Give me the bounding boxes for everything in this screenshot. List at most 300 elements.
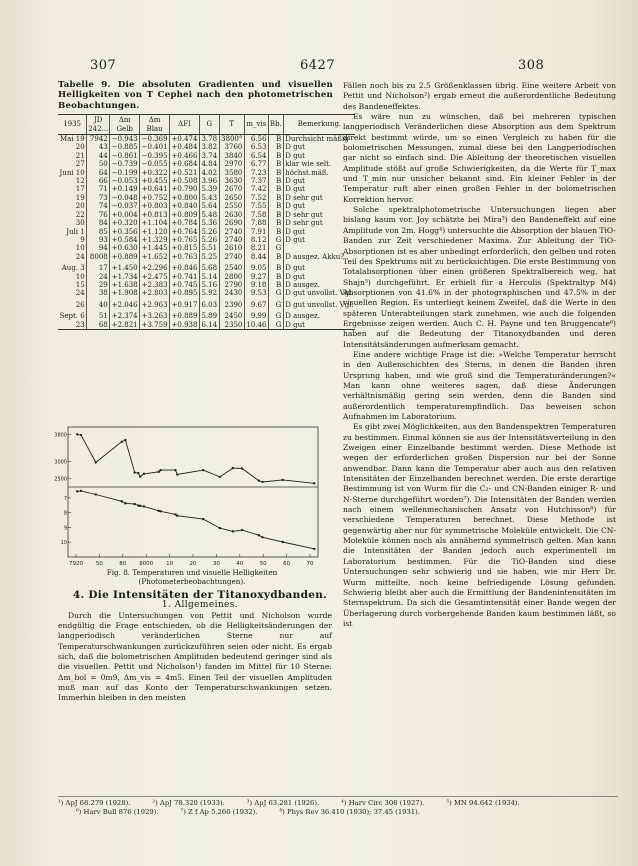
temperature-point — [133, 471, 135, 473]
table-row — [58, 143, 355, 151]
table-cell: B — [268, 143, 283, 151]
table-cell: 7.58 — [244, 211, 268, 219]
temperature-point — [313, 482, 315, 484]
table-cell: 5.48 — [201, 210, 218, 219]
temperature-point — [261, 481, 263, 483]
table-cell: 5.14 — [201, 272, 218, 281]
table-cell: −0.861 — [111, 151, 138, 160]
table-body — [58, 135, 355, 330]
table-cell: 9.18 — [244, 281, 268, 289]
right-paragraph-1: Fällen noch bis zu 2.5 Größenklassen übrig. Eine weitere Arbeit von Pettit und Nicholson²) ergab erneut die außerordentliche Bedeutung des Bandeneffektes. — [343, 81, 616, 111]
table-cell: −0.395 — [141, 151, 168, 160]
table-cell: 5.26 — [201, 227, 218, 236]
table-header-cell: ΔFI — [170, 115, 200, 135]
table-cell: 24 — [87, 273, 110, 281]
table-cell: 20 — [58, 143, 87, 151]
left-page-number: 307 — [90, 58, 117, 73]
table-cell: 3760 — [219, 143, 244, 151]
table-cell: +0.765 — [171, 235, 198, 244]
table-cell: 5.16 — [201, 280, 218, 289]
table-cell: +0.521 — [171, 168, 198, 177]
table-cell: B — [268, 185, 283, 193]
x-tick-label: 60 — [283, 561, 291, 567]
table-cell: −0.037 — [111, 202, 138, 211]
table-cell: 9 — [58, 236, 87, 244]
table-cell: 2740 — [219, 236, 244, 244]
table-cell: 5.25 — [201, 252, 218, 261]
table-cell: 2430 — [219, 289, 244, 297]
table-cell: 5.89 — [199, 309, 219, 320]
table-header-cell: JD 242... — [88, 116, 109, 133]
table-cell: +2.046 — [110, 298, 140, 309]
table-cell: 23 — [58, 321, 87, 330]
table-cell: 5.39 — [201, 185, 218, 194]
table-cell: 76 — [87, 211, 110, 219]
table-header-cell: m_vis — [244, 115, 268, 135]
table-cell: D gut — [285, 235, 305, 244]
table-cell: B — [268, 194, 283, 202]
y-tick-label-temperature: 3800 — [54, 432, 67, 439]
table-cell: 84 — [87, 219, 110, 227]
table-cell: 3840 — [219, 152, 244, 160]
table-cell: 10 — [58, 244, 87, 252]
table-row — [58, 169, 355, 177]
x-tick-label: 8000 — [139, 561, 154, 567]
left-column-top — [58, 80, 354, 330]
x-tick-label: 10 — [166, 561, 174, 567]
table-cell: 2790 — [219, 281, 244, 289]
table-cell: 6.14 — [201, 320, 218, 329]
table-cell: 2610 — [219, 244, 244, 252]
table-cell: +0.895 — [171, 289, 198, 298]
table-cell: −0.053 — [111, 177, 138, 186]
table-cell: −0.369 — [141, 135, 168, 144]
table-cell: 4.02 — [201, 168, 218, 177]
table-row — [58, 281, 355, 289]
table-cell: 4.84 — [201, 160, 218, 169]
temperature-point — [174, 469, 176, 471]
table-cell: +0.840 — [171, 202, 198, 211]
table-cell: +2.296 — [140, 261, 170, 272]
table-cell: 3.74 — [201, 151, 218, 160]
right-paragraph-2: Es wäre nun zu wünschen, daß bei mehreren typischen langperiodisch Veränderlichen diese Absorption aus dem Spektrum direkt bestimmt würde, um so einen Vergleich zu haben für die bolometrischen Messungen, zumal diese bei den Langperiodischen gar nicht so einfach sind. Die Ableitung der theoretischen visuellen Amplitude stößt auf große Schwierigkeiten, da die Werte für T_max und T_min nur unsicher bekannt sind. Ein kleiner Fehler in der Temperatur ruft aber einen großen Fehler in der bolometrischen Korrektion hervor. — [343, 112, 616, 204]
table-cell: +1.120 — [141, 227, 168, 236]
table-cell: +0.684 — [171, 160, 198, 169]
table-cell: +0.790 — [171, 185, 198, 194]
table-cell: 73 — [87, 194, 110, 202]
table-cell: −0.401 — [141, 143, 168, 152]
table-row — [58, 185, 355, 193]
table-cell: 24 — [58, 253, 87, 261]
table-cell: D ausgez. — [285, 280, 320, 289]
magnitude-point — [159, 510, 161, 512]
table-title: Tabelle 9. Die absoluten Gradienten und visuellen Helligkeiten von T Cephei nach den photometrischen Beobachtungen. — [58, 80, 333, 111]
table-cell: 2350 — [219, 321, 244, 330]
table-cell: 15 — [58, 281, 87, 289]
table-cell: Juli 1 — [58, 228, 87, 236]
table-cell: 94 — [87, 244, 110, 252]
table-cell: 27 — [58, 160, 87, 168]
temperature-point — [258, 479, 260, 481]
magnitude-point — [139, 505, 141, 507]
temperature-point — [159, 469, 161, 471]
table-cell: −0.055 — [141, 160, 168, 169]
table-cell: 19 — [58, 194, 87, 202]
footnote: ¹) ApJ 68.279 (1928). — [58, 799, 131, 807]
x-tick-label: 30 — [212, 561, 220, 567]
table-cell: B — [268, 219, 283, 227]
table-cell: D gut — [285, 177, 305, 186]
footnote: ⁶) Harv Bull 876 (1929). — [76, 808, 159, 816]
table-row — [58, 298, 355, 309]
figure-caption — [56, 568, 328, 586]
table-cell: 17 — [87, 261, 110, 272]
table-cell: B — [268, 152, 283, 160]
table-cell: +0.784 — [171, 219, 198, 228]
temperature-point — [282, 479, 284, 481]
table-row — [58, 219, 355, 227]
table-cell: 2800 — [219, 273, 244, 281]
table-cell: +3.759 — [141, 320, 168, 329]
table-header-cell: Δm Blau — [140, 115, 170, 135]
table-cell: G — [268, 244, 283, 252]
table-cell: +0.149 — [111, 185, 138, 194]
table-cell: 2670 — [219, 185, 244, 193]
table-cell: 7.88 — [244, 219, 268, 227]
x-tick-label: 20 — [189, 561, 197, 567]
table-row — [58, 309, 355, 320]
table-cell: +2.475 — [141, 272, 168, 281]
table-cell: +0.764 — [171, 227, 198, 236]
temperature-point — [219, 476, 221, 478]
x-tick-label: 40 — [236, 561, 244, 567]
table-cell: 5.51 — [201, 244, 218, 253]
table-cell: +0.741 — [171, 272, 198, 281]
magnitude-point — [313, 548, 315, 550]
table-cell: +0.322 — [141, 168, 168, 177]
magnitude-point — [241, 529, 243, 531]
table-cell: +0.474 — [171, 135, 198, 144]
table-cell: 24 — [58, 289, 87, 297]
table-cell: 5.64 — [201, 202, 218, 211]
table-cell: 7.37 — [244, 177, 268, 185]
table-cell: 9.27 — [244, 273, 268, 281]
table-header-row — [58, 115, 355, 135]
x-tick-label: 80 — [119, 561, 127, 567]
footnote: ⁵) MN 94.642 (1934). — [446, 799, 520, 807]
table-cell: Sept. 6 — [58, 309, 87, 320]
magnitude-point — [80, 490, 82, 492]
table-cell: B — [268, 202, 283, 210]
table-cell: D gut unvollst. Vgl. — [285, 289, 354, 298]
table-cell: D ausgez. — [285, 312, 320, 321]
table-cell: 5.26 — [201, 235, 218, 244]
table-cell: +0.800 — [171, 193, 198, 202]
table-cell: +0.584 — [111, 235, 138, 244]
figure-8-chart — [56, 421, 328, 567]
temperature-point — [143, 473, 145, 475]
table-cell: B — [268, 273, 283, 281]
table-cell: 7.55 — [244, 202, 268, 210]
table-cell: 40 — [87, 298, 110, 309]
table-cell: +0.455 — [141, 177, 168, 186]
table-cell: +2.963 — [140, 298, 170, 309]
x-tick-label: 50 — [95, 561, 103, 567]
table-row — [58, 289, 355, 297]
table-row — [58, 194, 355, 202]
table-cell: 64 — [87, 169, 110, 177]
table-cell: G — [268, 289, 283, 297]
table-cell: +3.263 — [140, 309, 170, 320]
table-row — [58, 160, 355, 168]
table-header-cell: Bemerkung. — [283, 115, 355, 135]
footnote-row-2 — [58, 808, 618, 817]
table-cell: +0.917 — [170, 298, 200, 309]
table-cell: +0.763 — [171, 252, 198, 261]
table-cell: −0.885 — [111, 143, 138, 152]
table-cell: +2.374 — [110, 309, 140, 320]
table-cell: 29 — [87, 281, 110, 289]
table-cell: höchst.mäß. — [285, 168, 329, 177]
magnitude-point — [282, 541, 284, 543]
table-cell: 7.23 — [244, 169, 268, 177]
table-cell: 8.12 — [244, 236, 268, 244]
table-cell: +2.803 — [141, 289, 168, 298]
table-cell: 7.91 — [244, 228, 268, 236]
table-cell: Mai 19 — [59, 135, 85, 144]
y-tick-label-magnitude: 7 — [63, 495, 67, 502]
table-cell: +0.466 — [171, 151, 198, 160]
right-paragraph-5: Es gibt zwei Möglichkeiten, aus den Bandenspektren Temperaturen zu bestimmen. Einmal können sie aus der Intensitätsverteilung in den Zweigen einer Einzelbande bestimmt werden. Diese Methode ist wegen der erforderlichen großen Dispersion nur bei der Sonne anwendbar. Dann kann die Temperatur aber auch aus den relativen Intensitäten der Einzelbanden berechnet werden. Die erste derartige Bestimmung ist von Wurm für die C₂- und CN-Banden einiger R- und N-Sterne durchgeführt worden⁷). Die Intensitäten der Banden werden nach einem wellenmechanischen Ansatz von Hutchisson⁸) für verschiedene Temperaturen berechnet. Diese Methode ist gegenwärtig aber nur für symmetrische Moleküle entwickelt. Die CN-Moleküle können noch als annähernd symmetrisch gelten. Man kann die Intensitäten der Banden jedoch auch experimentell im Laboratorium bestimmen. Für die TiO-Banden sind diese Untersuchungen sehr schwierig und sie haben, wie mir Herr Dr. Wurm mitteilte, noch keine befriedigende Lösung gefunden. Schwierig bleibt aber auch die Ermittlung der Bandenintensitäten im Sternspektrum. Da sich die Gesamtintensität einer Bande wegen der Überlagerung durch vorhergehende Banden kaum bestimmen läßt, so ist — [343, 422, 616, 628]
table-cell: 21 — [58, 152, 87, 160]
right-page-number: 308 — [518, 58, 545, 73]
table-cell: Durchsicht mäßig — [285, 135, 349, 144]
table-cell: +2.821 — [111, 320, 138, 329]
table-cell: 74 — [87, 202, 110, 210]
y-tick-label-temperature: 2500 — [54, 476, 67, 483]
table-cell: +0.641 — [141, 185, 168, 194]
table-row — [58, 273, 355, 281]
table-cell: +0.752 — [141, 193, 168, 202]
table-cell: 6.54 — [244, 152, 268, 160]
table-cell: 9.05 — [244, 261, 268, 272]
table-cell: D sehr gut — [285, 219, 323, 228]
table-cell: +0.889 — [170, 309, 200, 320]
temperature-point — [139, 475, 141, 477]
magnitude-point — [219, 527, 221, 529]
table-cell: 5.92 — [201, 289, 218, 298]
table-cell: 5.36 — [201, 219, 218, 228]
magnitude-line — [77, 491, 314, 549]
table-cell: +0.846 — [170, 261, 200, 272]
temperature-point — [124, 439, 126, 441]
table-cell: +0.813 — [141, 210, 168, 219]
table-cell: B — [268, 281, 283, 289]
table-cell: B — [268, 211, 283, 219]
table-cell: 6.03 — [199, 298, 219, 309]
magnitude-point — [121, 500, 123, 502]
temperature-point — [202, 469, 204, 471]
table-cell: 7.52 — [244, 194, 268, 202]
table-cell: +0.745 — [171, 280, 198, 289]
table-cell: 5.43 — [201, 193, 218, 202]
table-cell: 17 — [58, 185, 87, 193]
temperature-point — [176, 473, 178, 475]
magnitude-point — [133, 503, 135, 505]
table-cell: 6.53 — [244, 143, 268, 151]
right-column — [343, 81, 616, 629]
table-cell: 3.82 — [201, 143, 218, 152]
table-cell: 10 — [58, 273, 87, 281]
table-cell: 85 — [87, 228, 110, 236]
table-header-cell: T — [219, 115, 244, 135]
footnote: ⁷) Z f Ap 5.260 (1932). — [180, 808, 258, 816]
table-cell: 9.67 — [244, 298, 268, 309]
table-cell: +0.809 — [171, 210, 198, 219]
table-cell: B — [268, 135, 283, 144]
temperature-point — [76, 433, 78, 435]
table-cell: 68 — [87, 321, 110, 330]
table-cell: G — [268, 236, 283, 244]
table-cell: 2740 — [219, 253, 244, 261]
y-tick-label-magnitude: 10 — [60, 540, 67, 547]
table-cell: G — [268, 321, 283, 330]
table-cell: D gut — [285, 185, 305, 194]
section-subheading: 1. Allgemeines. — [161, 600, 239, 611]
figure-caption-line2: (Photometerbeobachtungen). — [138, 577, 246, 586]
table-cell: +1.652 — [141, 252, 168, 261]
table-cell: +0.356 — [111, 227, 138, 236]
table-row — [58, 211, 355, 219]
table-cell: 9.53 — [244, 289, 268, 297]
table-cell: 51 — [87, 309, 110, 320]
temperature-point — [121, 441, 123, 443]
table-cell: 7942 — [87, 135, 110, 144]
table-cell: B — [268, 228, 283, 236]
y-tick-label-magnitude: 9 — [63, 525, 67, 532]
table-row — [58, 135, 355, 144]
table-cell: 2550 — [219, 202, 244, 210]
table-row — [58, 152, 355, 160]
table-cell: 10.46 — [246, 320, 267, 329]
table-cell: 38 — [87, 289, 110, 297]
temperature-point — [80, 434, 82, 436]
magnitude-point — [76, 490, 78, 492]
table-cell: +2.383 — [141, 280, 168, 289]
table-cell: 8.21 — [244, 244, 268, 252]
table-row — [58, 253, 355, 261]
table-cell: 3.78 — [201, 135, 218, 144]
temperature-point — [158, 471, 160, 473]
table-cell: D gut unvollst. Vgl. — [285, 300, 354, 309]
magnitude-point — [202, 518, 204, 520]
table-cell: +0.508 — [171, 177, 198, 186]
footnote: ²) ApJ 78.320 (1933). — [152, 799, 225, 807]
table-cell: Aug. 3 — [58, 261, 87, 272]
right-paragraph-4: Eine andere wichtige Frage ist die: »Welche Temperatur herrscht in den Außenschichten des Sterns, in denen die Banden ihren Ursprung haben, und wie groß sind die Temperaturänderungen?« Man kann ohne weiteres sagen, daß diese Änderungen verhältnismäßig gering sein werden, denn die Banden sind außerordentlich temperaturempfindlich. Das beweisen schon Aufnahmen im Laboratorium. — [343, 349, 616, 421]
table-cell: +1.638 — [111, 280, 138, 289]
magnitude-point — [258, 534, 260, 536]
table-cell: 2970 — [219, 160, 244, 168]
magnitude-point — [95, 493, 97, 495]
table-cell: 7.42 — [244, 185, 268, 193]
figure-caption-line1: Fig. 8. Temperaturen und visuelle Helligkeiten — [106, 568, 278, 577]
table-cell: +0.484 — [171, 143, 198, 152]
right-paragraph-3: Solche spektralphotometrische Untersuchungen liegen aber bislang kaum vor. Joy schätzte bei Mira³) den Bandeneffekt auf eine Amplitude von 2m. Hogg⁴) untersuchte die Absorption der blauen TiO-Banden zur Zeit verschiedener Maxima. Zur Ableitung der TiO-Absorptionen ist es aber unbedingt erforderlich, den gelben und roten Teil des Spektrums mit zu berücksichtigen. Die erste Bestimmung von Totalabsorptionen über einen größeren Spektralbereich weg, hat Shajn⁵) durchgeführt. Er erhielt für a Herculis (Spektraltyp M4) Absorptionen von 41.6% in der photographischen und 47.5% in der visuellen Region. Es unterliegt keinem Zweifel, daß die Werte in den späteren Unterabteilungen stark zunehmen, wie auch die folgenden Ergebnisse zeigen werden. Auch C. H. Payne und ten Bruggencate⁶) haben auf die Bedeutung der Titanoxydbanden und deren Intensitätsänderungen aufmerksam gemacht. — [343, 205, 616, 349]
temperature-line — [77, 434, 314, 483]
table-row — [58, 177, 355, 185]
table-cell: 8008 — [87, 253, 110, 261]
table-row — [58, 228, 355, 236]
x-tick-label: 50 — [259, 561, 267, 567]
footnote: ⁴) Harv Circ 308 (1927). — [341, 799, 425, 807]
temperature-point — [137, 472, 139, 474]
table-row — [58, 244, 355, 252]
table-cell: 2540 — [219, 261, 244, 272]
table-cell: B — [268, 253, 283, 261]
footnote: ³) ApJ 63.281 (1926). — [246, 799, 320, 807]
table-cell: 3580 — [219, 169, 244, 177]
table-cell: +0.889 — [111, 252, 138, 261]
table-cell: 93 — [87, 236, 110, 244]
table-cell: −0.199 — [111, 168, 138, 177]
table-cell: 9.99 — [244, 309, 268, 320]
table-cell: 6.77 — [244, 160, 268, 168]
data-table — [58, 114, 355, 330]
table-cell: B — [268, 160, 283, 168]
table-row — [58, 202, 355, 210]
section-heading: 4. Die Intensitäten der Titanoxydbanden. — [72, 589, 328, 601]
table-cell: 12 — [58, 177, 87, 185]
table-cell: +1.908 — [111, 289, 138, 298]
table-cell: −0.739 — [111, 160, 138, 169]
table-row — [58, 321, 355, 330]
table-cell: 71 — [87, 185, 110, 193]
y-tick-label-temperature: 3000 — [54, 459, 67, 466]
table-header-cell: Δm Gelb — [110, 115, 140, 135]
table-cell: 2390 — [219, 298, 244, 309]
table-cell: +0.320 — [111, 219, 138, 228]
table-cell: D gut — [285, 264, 305, 273]
x-tick-label: 70 — [306, 561, 314, 567]
table-cell: 30 — [58, 219, 87, 227]
table-cell: D sehr gut — [285, 193, 323, 202]
magnitude-point — [232, 530, 234, 532]
magnitude-point — [124, 502, 126, 504]
table-cell: B — [268, 261, 283, 272]
table-cell: Juni 10 — [59, 168, 85, 177]
table-header-cell: G — [199, 115, 219, 135]
table-cell: +0.803 — [141, 202, 168, 211]
table-cell: D sehr gut — [285, 210, 323, 219]
table-row — [58, 261, 355, 272]
left-column-bottom — [58, 590, 332, 704]
table-cell: 22 — [58, 211, 87, 219]
table-cell: 50 — [87, 160, 110, 168]
chart-frame — [68, 427, 318, 557]
table-cell: +1.450 — [110, 261, 140, 272]
temperature-point — [241, 467, 243, 469]
table-cell: 2650 — [219, 194, 244, 202]
table-header-cell: Bb. — [268, 115, 283, 135]
table-cell: 26 — [58, 298, 87, 309]
temperature-point — [232, 467, 234, 469]
table-cell: 3630 — [219, 177, 244, 185]
table-cell: 2740 — [219, 228, 244, 236]
table-cell: −0.048 — [111, 193, 138, 202]
table-cell: D gut — [285, 151, 305, 160]
magnitude-point — [261, 536, 263, 538]
